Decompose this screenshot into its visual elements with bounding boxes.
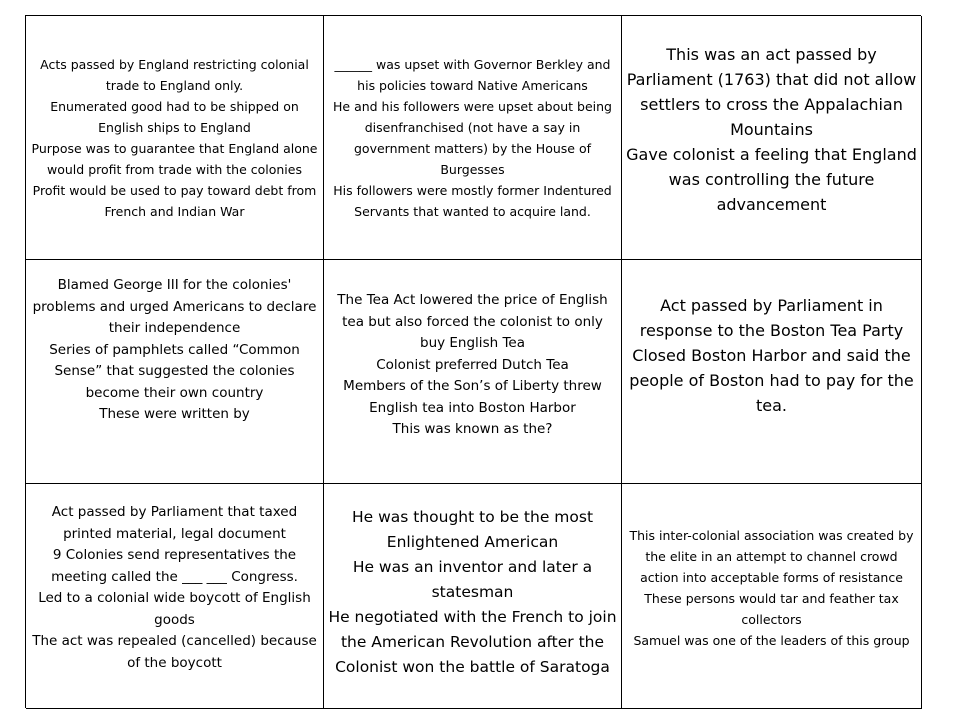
- clue-text: Blamed George III for the colonies' problems and urged Americans to declare their independence Series of pamphlets called “Common Sense” that suggested the colonies become their own country These were written by: [32, 277, 317, 423]
- clue-text: Act passed by Parliament that taxed printed material, legal document 9 Colonies send representatives the meeting called the ___ ___ Congress. Led to a colonial wide boycott of English goods The act was repealed (cancelled) because of the boycott: [32, 504, 317, 671]
- clue-text: ______ was upset with Governor Berkley and his policies toward Native Americans He and his followers were upset about being disenfranchised (not have a say in government matters) by the House of Burgesses His followers were mostly former Indentured Servants that wanted to acquire land.: [333, 56, 612, 219]
- clue-text: Acts passed by England restricting colonial trade to England only. Enumerated good had to be shipped on English ships to England Purpose was to guarantee that England alone would profit from trade with the colonies Profit would be used to pay toward debt from French and Indian War: [31, 56, 318, 219]
- clue-cell-row1-col2: [324, 16, 622, 260]
- clue-cell-row1-col1: [26, 16, 324, 260]
- clue-cell-row3-col3: [622, 484, 922, 709]
- clue-text: Act passed by Parliament in response to the Boston Tea Party Closed Boston Harbor and said the people of Boston had to pay for the tea.: [629, 296, 914, 415]
- clue-cell-row3-col1: [26, 484, 324, 709]
- clue-text: This inter-colonial association was created by the elite in an attempt to channel crowd action into acceptable forms of resistance These persons would tar and feather tax collectors Samuel was one of the leaders of this group: [629, 528, 914, 648]
- clue-cell-row2-col1: [26, 260, 324, 484]
- clue-text: This was an act passed by Parliament (1763) that did not allow settlers to cross the Appalachian Mountains Gave colonist a feeling that England was controlling the future advancement: [626, 45, 917, 214]
- clue-cell-row2-col2: [324, 260, 622, 484]
- clue-cell-row1-col3: [622, 16, 922, 260]
- clue-text: He was thought to be the most Enlightened American He was an inventor and later a statesman He negotiated with the French to join the American Revolution after the Colonist won the battle of Saratoga: [328, 507, 617, 676]
- clue-table: [25, 15, 921, 708]
- clue-text: The Tea Act lowered the price of English tea but also forced the colonist to only buy English Tea Colonist preferred Dutch Tea Members of the Son’s of Liberty threw English tea into Boston Harbor This was known as the?: [337, 292, 608, 438]
- clue-cell-row2-col3: [622, 260, 922, 484]
- clue-cell-row3-col2: [324, 484, 622, 709]
